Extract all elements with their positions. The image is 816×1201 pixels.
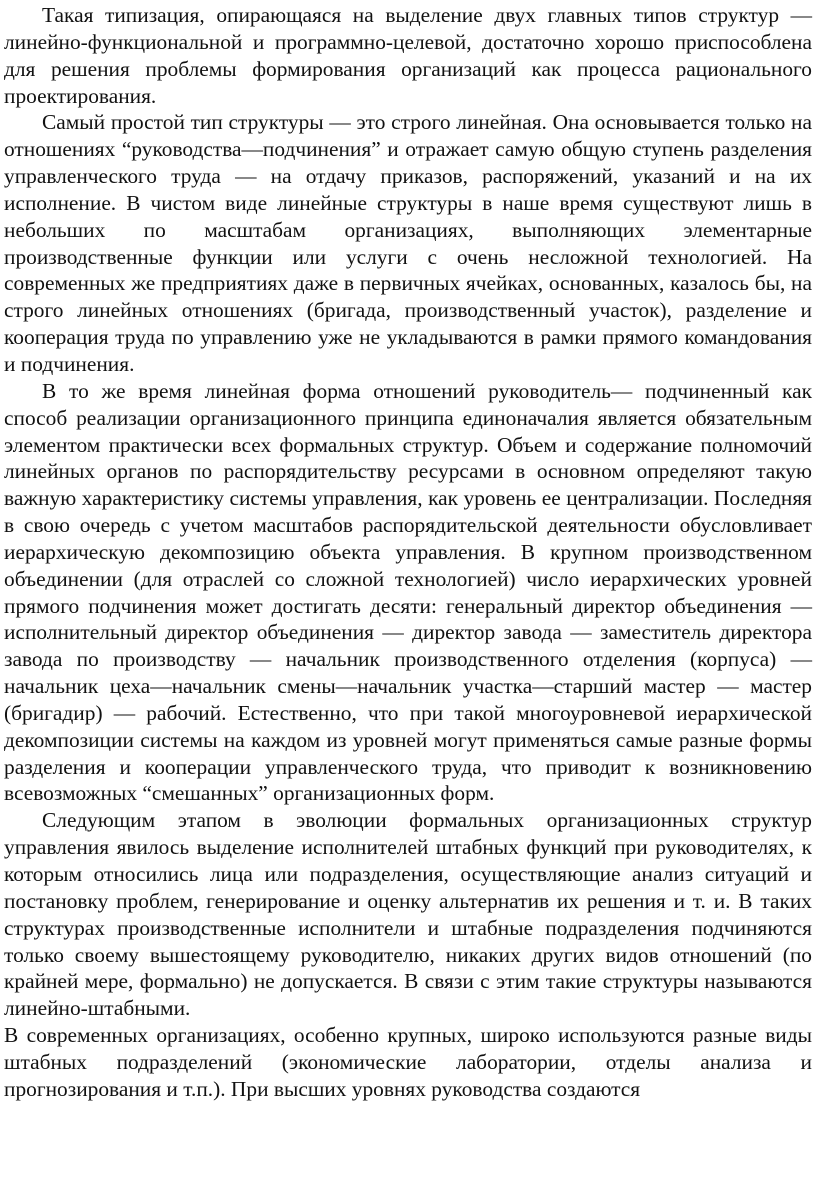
paragraph-linear-structure: Самый простой тип структуры — это строго линейная. Она основывается только на отношениях “руководства—подчинения” и отражает самую общую ступень разделения управленческого труда — на отдачу приказов, распоряжений, указаний и на их исполнение. В чистом виде линейные структуры в наше время существуют лишь в небольших по масштабам организациях, выполняющих элементарные производственные функции или услуги с очень несложной технологией. На современных же предприятиях даже в первичных ячейках, основанных, казалось бы, на строго линейных отношениях (бригада, производственный участок), разделение и кооперация труда по управлению уже не укладываются в рамки прямого командования и подчинения.: [4, 110, 812, 376]
paragraph-modern-organizations: В современных организациях, особенно крупных, широко используются разные виды штабных подразделений (экономические лаборатории, отделы анализа и прогнозирования и т.п.). При высших уровнях руководства создаются: [4, 1023, 812, 1101]
paragraph-staff-functions: Следующим этапом в эволюции формальных организационных структур управления явилось выделение исполнителей штабных функций при руководителях, к которым относились лица или подразделения, осуществляющие анализ ситуаций и постановку проблем, генерирование и оценку альтернатив их решения и т. и. В таких структурах производственные исполнители и штабные подразделения подчиняются только своему вышестоящему руководителю, никаких других видов отношений (по крайней мере, формально) не допускается. В связи с этим такие структуры называются линейно-штабными.: [4, 808, 812, 1021]
paragraph-typology: Такая типизация, опирающаяся на выделение двух главных типов структур — линейно-функциональной и программно-целевой, достаточно хорошо приспособлена для решения проблемы формирования организаций как процесса рационального проектирования.: [4, 3, 812, 108]
paragraph-hierarchy: В то же время линейная форма отношений руководитель— подчиненный как способ реализации организационного принципа единоначалия является обязательным элементом практически всех формальных структур. Объем и содержание полномочий линейных органов по распорядительству ресурсами в основном определяют такую важную характеристику системы управления, как уровень ее централизации. Последняя в свою очередь с учетом масштабов распорядительской деятельности обусловливает иерархическую декомпозицию объекта управления. В крупном производственном объединении (для отраслей со сложной технологией) число иерархических уровней прямого подчинения может достигать десяти: генеральный директор объединения — исполнительный директор объединения — директор завода — заместитель директора завода по производству — начальник производственного отделения (корпуса) — начальник цеха—начальник смены—начальник участка—старший мастер — мастер (бригадир) — рабочий. Естественно, что при такой многоуровневой иерархической декомпозиции системы на каждом из уровней могут применяться самые разные формы разделения и кооперации управленческого труда, что приводит к возникновению всевозможных “смешанных” организационных форм.: [4, 378, 812, 806]
